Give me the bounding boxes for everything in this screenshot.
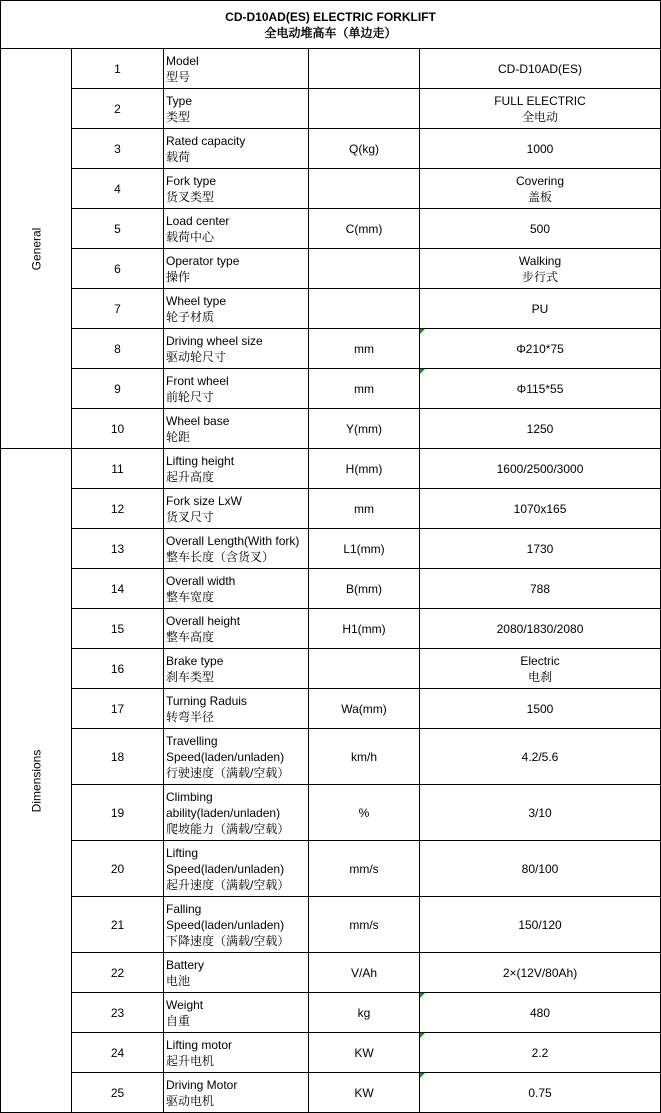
unit-cell: L1(mm) (309, 529, 420, 569)
row-number: 23 (72, 993, 164, 1033)
value-line: Electric (520, 653, 560, 668)
value-cell (420, 369, 661, 409)
table-row (1, 449, 661, 489)
parameter-cell (164, 897, 309, 953)
value-line: 788 (530, 581, 551, 596)
table-row (1, 785, 661, 841)
row-number: 2 (72, 89, 164, 129)
table-row (1, 993, 661, 1033)
unit-cell: mm (309, 369, 420, 409)
row-number: 5 (72, 209, 164, 249)
parameter-cell (164, 209, 309, 249)
row-number: 12 (72, 489, 164, 529)
table-row (1, 649, 661, 689)
unit-cell: H1(mm) (309, 609, 420, 649)
value-line: 1730 (526, 541, 554, 556)
parameter-line: 整车高度 (166, 629, 215, 644)
parameter-line: 整车长度（含货叉） (166, 549, 275, 564)
value-line: 全电动 (522, 109, 559, 124)
unit-cell (309, 289, 420, 329)
table-row (1, 409, 661, 449)
table-row (1, 369, 661, 409)
value-cell (420, 897, 661, 953)
table-row (1, 489, 661, 529)
parameter-line: 驱动轮尺寸 (166, 349, 227, 364)
value-line: Φ115*55 (516, 381, 564, 396)
unit-cell (309, 169, 420, 209)
table-row (1, 249, 661, 289)
row-number: 21 (72, 897, 164, 953)
parameter-line: Turning Raduis (166, 693, 247, 708)
value-line: Walking (518, 253, 562, 268)
value-line: 80/100 (521, 861, 559, 876)
parameter-cell (164, 409, 309, 449)
parameter-line: Wheel type (166, 293, 227, 308)
parameter-line: Model (166, 53, 199, 68)
parameter-cell (164, 489, 309, 529)
value-line: 1250 (526, 421, 554, 436)
category-label: General (28, 227, 43, 270)
table-row (1, 329, 661, 369)
parameter-line: Speed(laden/unladen) (166, 749, 285, 764)
cell-comment-marker-icon (420, 1073, 425, 1078)
table-row (1, 129, 661, 169)
parameter-line: ability(laden/unladen) (166, 805, 281, 820)
row-number: 1 (72, 49, 164, 89)
unit-cell: KW (309, 1033, 420, 1073)
row-number: 13 (72, 529, 164, 569)
value-cell (420, 49, 661, 89)
parameter-line: Brake type (166, 653, 224, 668)
title-en: CD-D10AD(ES) ELECTRIC FORKLIFT (225, 9, 436, 24)
parameter-cell (164, 49, 309, 89)
value-line: PU (531, 301, 549, 316)
value-line: 1000 (526, 141, 554, 156)
parameter-line: 前轮尺寸 (166, 389, 215, 404)
cell-comment-marker-icon (420, 369, 425, 374)
parameter-line: 操作 (166, 269, 191, 284)
value-line: 2×(12V/80Ah) (502, 965, 578, 980)
parameter-line: Driving Motor (166, 1077, 238, 1092)
parameter-line: 货叉尺寸 (166, 509, 215, 524)
parameter-cell (164, 1033, 309, 1073)
row-number: 11 (72, 449, 164, 489)
value-line: 480 (530, 1005, 551, 1020)
value-cell (420, 729, 661, 785)
parameter-line: Lifting (166, 845, 199, 860)
parameter-line: Driving wheel size (166, 333, 263, 348)
table-row (1, 289, 661, 329)
parameter-line: Lifting height (166, 453, 235, 468)
parameter-line: 起升电机 (166, 1053, 215, 1068)
value-line: 0.75 (528, 1085, 552, 1100)
parameter-line: 驱动电机 (166, 1093, 215, 1108)
value-cell (420, 449, 661, 489)
value-line: FULL ELECTRIC (494, 93, 586, 108)
parameter-cell (164, 785, 309, 841)
row-number: 14 (72, 569, 164, 609)
parameter-cell (164, 689, 309, 729)
parameter-cell (164, 993, 309, 1033)
table-row (1, 169, 661, 209)
value-line: 4.2/5.6 (521, 749, 559, 764)
parameter-line: 类型 (166, 109, 191, 124)
parameter-line: 行驶速度（满载/空载） (166, 765, 290, 780)
parameter-cell (164, 129, 309, 169)
cell-comment-marker-icon (420, 993, 425, 998)
unit-cell: V/Ah (309, 953, 420, 993)
parameter-cell (164, 649, 309, 689)
table-row (1, 729, 661, 785)
row-number: 22 (72, 953, 164, 993)
row-number: 16 (72, 649, 164, 689)
parameter-line: Overall height (166, 613, 241, 628)
unit-cell: km/h (309, 729, 420, 785)
row-number: 15 (72, 609, 164, 649)
value-cell (420, 169, 661, 209)
title-zh: 全电动堆高车（单边走） (264, 25, 397, 40)
parameter-cell (164, 329, 309, 369)
parameter-line: 载荷 (166, 149, 191, 164)
parameter-cell (164, 953, 309, 993)
row-number: 9 (72, 369, 164, 409)
value-cell (420, 329, 661, 369)
table-row (1, 609, 661, 649)
parameter-line: 轮距 (166, 429, 191, 444)
unit-cell: KW (309, 1073, 420, 1113)
unit-cell (309, 89, 420, 129)
table-row (1, 897, 661, 953)
row-number: 7 (72, 289, 164, 329)
value-cell (420, 785, 661, 841)
value-line: Covering (516, 173, 565, 188)
parameter-line: 轮子材质 (166, 309, 215, 324)
value-cell (420, 993, 661, 1033)
parameter-line: Wheel base (166, 413, 230, 428)
unit-cell: mm (309, 489, 420, 529)
value-line: 3/10 (528, 805, 552, 820)
parameter-line: 货叉类型 (166, 189, 215, 204)
unit-cell: H(mm) (309, 449, 420, 489)
table-row (1, 1033, 661, 1073)
value-cell (420, 649, 661, 689)
unit-cell: mm/s (309, 897, 420, 953)
table-row (1, 569, 661, 609)
parameter-line: Type (166, 93, 193, 108)
parameter-line: 电池 (166, 973, 191, 988)
value-line: 步行式 (522, 269, 559, 284)
row-number: 3 (72, 129, 164, 169)
parameter-line: Front wheel (166, 373, 229, 388)
table-row (1, 209, 661, 249)
row-number: 18 (72, 729, 164, 785)
unit-cell: C(mm) (309, 209, 420, 249)
parameter-line: Fork type (166, 173, 217, 188)
parameter-line: 型号 (166, 69, 191, 84)
unit-cell (309, 49, 420, 89)
row-number: 8 (72, 329, 164, 369)
parameter-line: 整车宽度 (166, 589, 215, 604)
parameter-cell (164, 609, 309, 649)
unit-cell: Y(mm) (309, 409, 420, 449)
value-line: 1600/2500/3000 (496, 461, 584, 476)
value-line: 150/120 (518, 917, 562, 932)
parameter-cell (164, 449, 309, 489)
unit-cell: B(mm) (309, 569, 420, 609)
row-number: 4 (72, 169, 164, 209)
parameter-cell (164, 289, 309, 329)
parameter-line: Weight (166, 997, 204, 1012)
parameter-line: 下降速度（满载/空载） (166, 933, 290, 948)
value-line: 1500 (526, 701, 554, 716)
value-line: 电刹 (528, 669, 553, 684)
value-cell (420, 209, 661, 249)
parameter-line: Load center (166, 213, 230, 228)
category-label: Dimensions (28, 749, 43, 812)
parameter-cell (164, 169, 309, 209)
table-row (1, 841, 661, 897)
parameter-cell (164, 1073, 309, 1113)
parameter-line: 爬坡能力（满载/空载） (166, 821, 290, 836)
row-number: 19 (72, 785, 164, 841)
value-cell (420, 489, 661, 529)
value-line: 2.2 (531, 1045, 549, 1060)
value-cell (420, 129, 661, 169)
value-cell (420, 1073, 661, 1113)
unit-cell (309, 249, 420, 289)
parameter-cell (164, 249, 309, 289)
parameter-line: Rated capacity (166, 133, 246, 148)
cell-comment-marker-icon (420, 329, 425, 334)
parameter-cell (164, 841, 309, 897)
table-title (1, 1, 661, 49)
value-cell (420, 953, 661, 993)
parameter-line: Lifting motor (166, 1037, 233, 1052)
unit-cell: % (309, 785, 420, 841)
parameter-cell (164, 529, 309, 569)
value-line: 1070x165 (513, 501, 567, 516)
value-cell (420, 89, 661, 129)
value-line: CD-D10AD(ES) (498, 61, 583, 76)
unit-cell: Q(kg) (309, 129, 420, 169)
parameter-cell (164, 89, 309, 129)
value-line: Φ210*75 (516, 341, 564, 356)
parameter-line: Speed(laden/unladen) (166, 917, 285, 932)
table-row (1, 1073, 661, 1113)
parameter-cell (164, 569, 309, 609)
category-cell-dimensions (1, 449, 72, 1113)
unit-cell: Wa(mm) (309, 689, 420, 729)
row-number: 10 (72, 409, 164, 449)
unit-cell: mm/s (309, 841, 420, 897)
value-cell (420, 249, 661, 289)
value-line: 500 (530, 221, 551, 236)
table-row (1, 529, 661, 569)
table-row (1, 89, 661, 129)
row-number: 17 (72, 689, 164, 729)
parameter-cell (164, 369, 309, 409)
row-number: 25 (72, 1073, 164, 1113)
table-row (1, 953, 661, 993)
value-line: 盖板 (528, 189, 553, 204)
value-cell (420, 289, 661, 329)
parameter-line: 载荷中心 (166, 229, 215, 244)
row-number: 6 (72, 249, 164, 289)
parameter-line: Operator type (166, 253, 240, 268)
value-cell (420, 409, 661, 449)
unit-cell: mm (309, 329, 420, 369)
value-cell (420, 689, 661, 729)
row-number: 24 (72, 1033, 164, 1073)
parameter-line: Fork size LxW (166, 493, 243, 508)
cell-comment-marker-icon (420, 1033, 425, 1038)
parameter-line: 刹车类型 (166, 669, 215, 684)
row-number: 20 (72, 841, 164, 897)
value-cell (420, 609, 661, 649)
parameter-line: 转弯半径 (166, 709, 215, 724)
value-cell (420, 1033, 661, 1073)
table-row (1, 49, 661, 89)
unit-cell: kg (309, 993, 420, 1033)
parameter-line: Travelling (166, 733, 218, 748)
parameter-line: Climbing (166, 789, 213, 804)
value-cell (420, 569, 661, 609)
value-line: 2080/1830/2080 (496, 621, 584, 636)
parameter-line: Overall width (166, 573, 236, 588)
parameter-line: 起升速度（满载/空载） (166, 877, 290, 892)
parameter-line: 自重 (166, 1013, 191, 1028)
parameter-line: Falling (166, 901, 202, 916)
parameter-line: Battery (166, 957, 205, 972)
parameter-line: 起升高度 (166, 469, 215, 484)
table-row (1, 689, 661, 729)
unit-cell (309, 649, 420, 689)
parameter-cell (164, 729, 309, 785)
parameter-line: Speed(laden/unladen) (166, 861, 285, 876)
parameter-line: Overall Length(With fork) (166, 533, 300, 548)
category-cell-general (1, 49, 72, 449)
value-cell (420, 529, 661, 569)
value-cell (420, 841, 661, 897)
